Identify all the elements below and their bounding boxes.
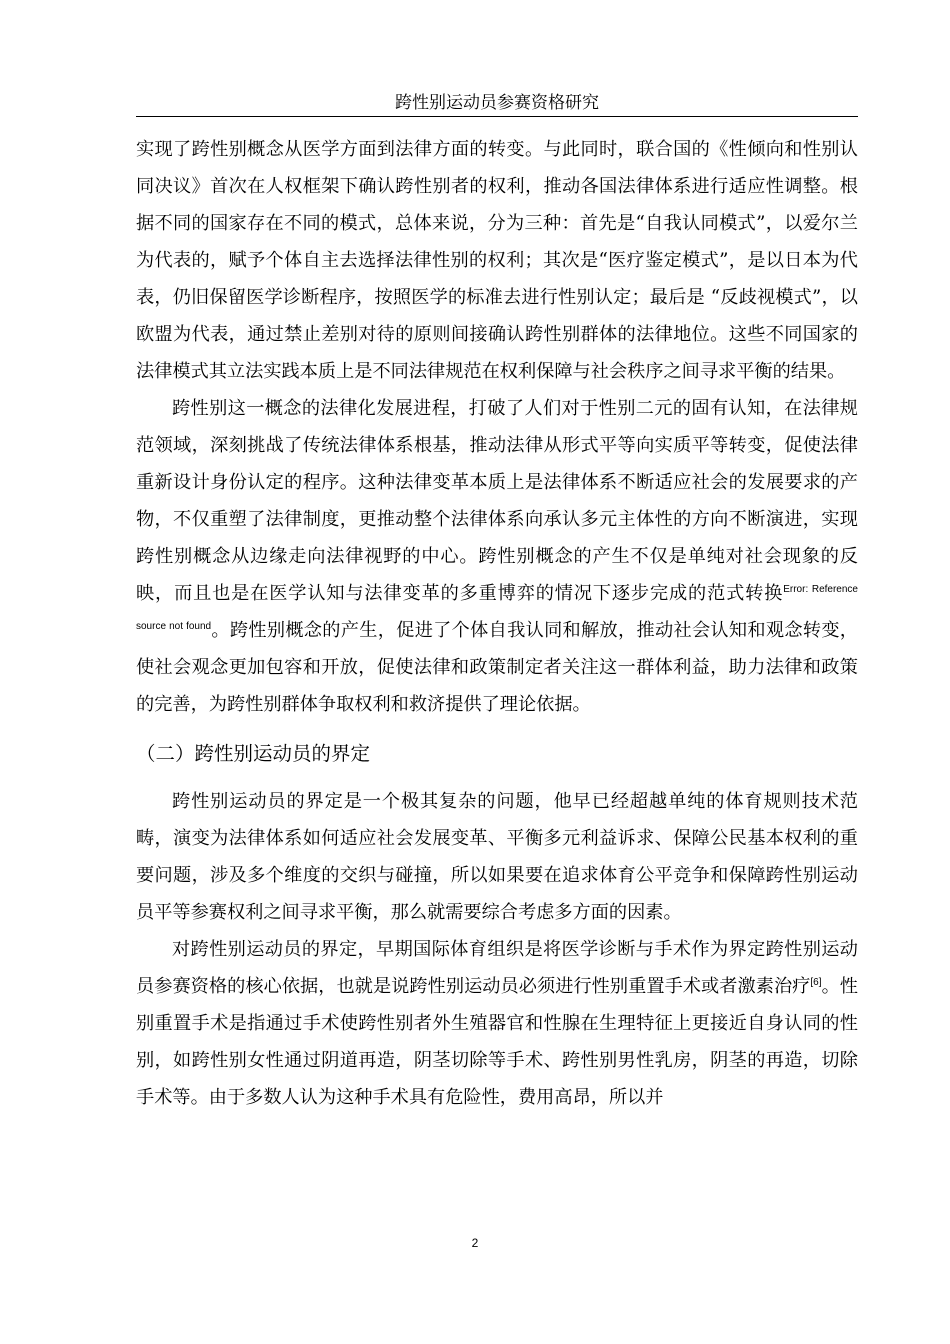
header-divider: [136, 116, 858, 117]
page-body: [136, 131, 858, 1116]
paragraph-4-text-start: 对跨性别运动员的界定，早期国际体育组织是将医学诊断与手术作为界定跨性别运动员参赛资格的核心依据，也就是说跨性别运动员必须进行性别重置手术或者激素治疗: [136, 939, 858, 997]
paragraph-1: 实现了跨性别概念从医学方面到法律方面的转变。与此同时，联合国的《性倾向和性别认同决议》首次在人权框架下确认跨性别者的权利，推动各国法律体系进行适应性调整。根据不同的国家存在不同的模式，总体来说，分为三种：首先是“自我认同模式”，以爱尔兰为代表的，赋予个体自主去选择法律性别的权利；其次是“医疗鉴定模式”，是以日本为代表，仍旧保留医学诊断程序，按照医学的标准去进行性别认定；最后是 “反歧视模式”，以欧盟为代表，通过禁止差别对待的原则间接确认跨性别群体的法律地位。这些不同国家的法律模式其立法实践本质上是不同法律规范在权利保障与社会秩序之间寻求平衡的结果。: [136, 139, 858, 382]
paragraph-3: 跨性别运动员的界定是一个极其复杂的问题，他早已经超越单纯的体育规则技术范畴，演变为法律体系如何适应社会发展变革、平衡多元利益诉求、保障公民基本权利的重要问题，涉及多个维度的交织与碰撞，所以如果要在追求体育公平竞争和保障跨性别运动员平等参赛权利之间寻求平衡，那么就需要综合考虑多方面的因素。: [136, 791, 858, 923]
paragraph-4-text-end: 。性别重置手术是指通过手术使跨性别者外生殖器官和性腺在生理特征上更接近自身认同的性别，如跨性别女性通过阴道再造，阴茎切除等手术、跨性别男性乳房，阴茎的再造，切除手术等。由于多数人认为这种手术具有危险性，费用高昂，所以并: [136, 976, 858, 1108]
running-header: 跨性别运动员参赛资格研究: [395, 93, 599, 113]
paragraph-2-text-start: 跨性别这一概念的法律化发展进程，打破了人们对于性别二元的固有认知，在法律规范领域，深刻挑战了传统法律体系根基，推动法律从形式平等向实质平等转变，促使法律重新设计身份认定的程序。这种法律变革本质上是法律体系不断适应社会的发展要求的产物，不仅重塑了法律制度，更推动整个法律体系向承认多元主体性的方向不断演进，实现跨性别概念从边缘走向法律视野的中心。跨性别概念的产生不仅是单纯对社会现象的反映，而且也是在医学认知与法律变革的多重博弈的情况下逐步完成的范式转换: [136, 398, 858, 604]
paragraph-2: [136, 390, 858, 723]
paragraph-2-text-end: 。跨性别概念的产生，促进了个体自我认同和解放，推动社会认知和观念转变，使社会观念更加包容和开放，促使法律和政策制定者关注这一群体利益，助力法律和政策的完善，为跨性别群体争取权利和救济提供了理论依据。: [136, 620, 858, 715]
section-heading: （二）跨性别运动员的界定: [136, 742, 371, 765]
reference-error-citation[interactable]: Error: Reference source not found: [136, 583, 858, 632]
page-number: 2: [471, 1236, 479, 1250]
footnote-citation-6[interactable]: [6]: [810, 976, 822, 988]
paragraph-4: [136, 931, 858, 1116]
